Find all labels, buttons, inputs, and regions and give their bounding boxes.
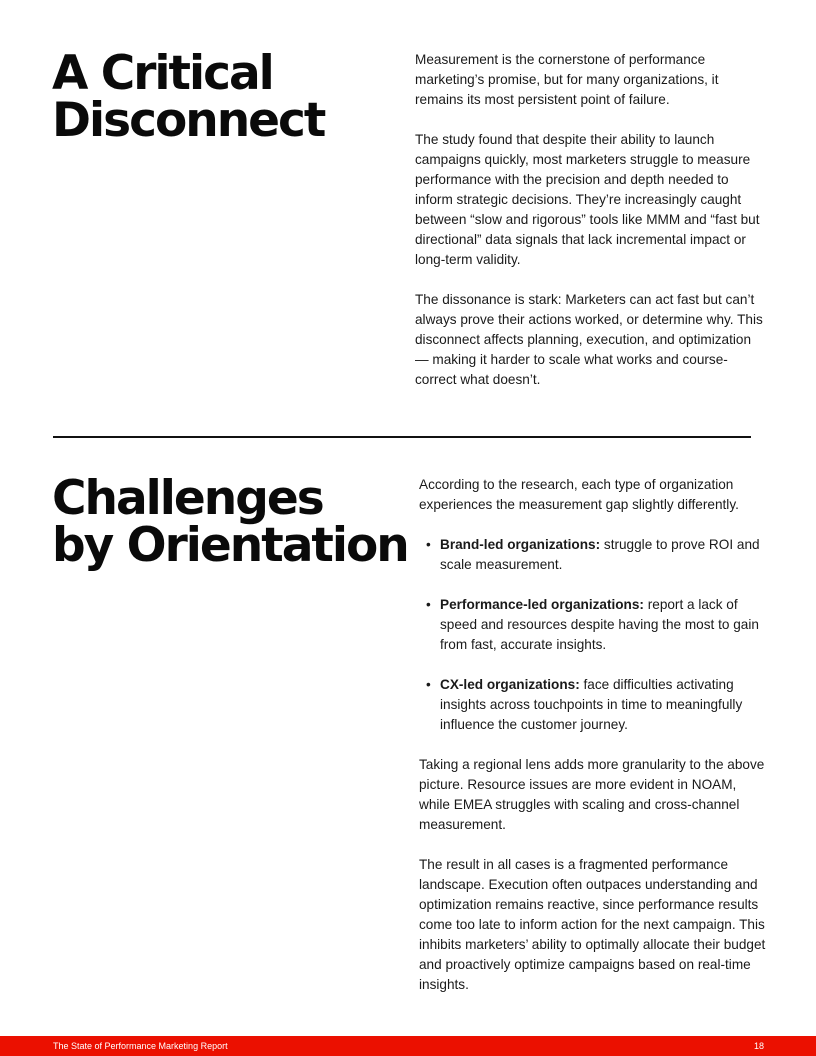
paragraph: The result in all cases is a fragmented performance landscape. Execution often outpaces understanding and optimization remains reactive, since performance results come too late to inform action for the next campaign. This inhibits marketers’ ability to optimally allocate their budget and proactively optimize campaigns based on real-time insights. [419,857,766,992]
paragraph: The dissonance is stark: Marketers can act fast but can’t always prove their actions worked, or determine why. This disconnect affects planning, execution, and optimization — making it harder to scale what works and course-correct what doesn’t. [415,292,763,387]
footer-bar [0,1036,816,1056]
heading-line: A Critical [52,46,273,101]
list-item-brand-led [419,535,767,575]
list-item-text: report a lack of speed and resources despite having the most to gain from fast, accurate insights. [440,597,759,652]
paragraph: The study found that despite their ability to launch campaigns quickly, most marketers struggle to measure performance with the precision and depth needed to inform strategic decisions. They’re increasingly caught between “slow and rigorous” tools like MMM and “fast but directional” data signals that lack incremental impact or long-term validity. [415,132,760,267]
section-heading-challenges-by-orientation [52,471,408,573]
intro-paragraph: According to the research, each type of organization experiences the measurement gap slightly differently. [419,477,739,512]
list-item-text: struggle to prove ROI and scale measurement. [440,537,760,572]
page-number: 18 [753,1041,764,1051]
heading-line: Challenges [52,471,323,526]
paragraph: Taking a regional lens adds more granularity to the above picture. Resource issues are more evident in NOAM, while EMEA struggles with scaling and cross-channel measurement. [419,757,765,832]
list-item-label: Performance-led organizations: [440,597,644,612]
list-item-label: Brand-led organizations: [440,537,601,552]
section-divider [53,436,751,438]
list-item-label: CX-led organizations: [440,677,580,692]
section2-body [419,475,767,1015]
section-heading-critical-disconnect [52,46,325,148]
list-item-performance-led [419,595,767,655]
heading-line: Disconnect [52,93,325,148]
orientation-list [419,535,767,735]
section1-body [415,50,763,410]
list-item-cx-led [419,675,767,735]
paragraph: Measurement is the cornerstone of performance marketing’s promise, but for many organizations, it remains its most persistent point of failure. [415,52,719,107]
heading-line: by Orientation [52,518,408,573]
list-item-text: face difficulties activating insights across touchpoints in time to meaningfully influence the customer journey. [440,677,743,732]
footer-title: The State of Performance Marketing Report [53,1041,228,1051]
